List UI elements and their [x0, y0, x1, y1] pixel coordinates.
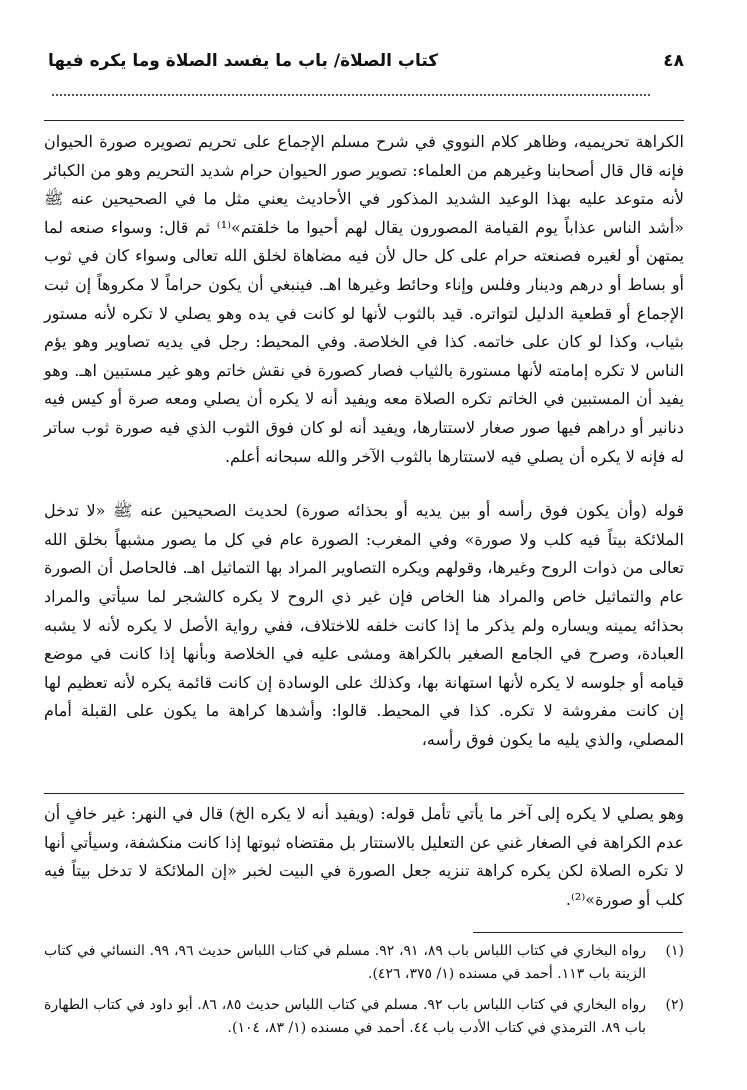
top-separator-line — [44, 120, 684, 121]
footnote-separator — [473, 932, 683, 933]
paragraph-1: الكراهة تحريميه، وظاهر كلام النووي في شرح مسلم الإجماع على تحريم تصويره صورة الحيوان فإنه قال قال أصحابنا وغيرهم من العلماء: تصوير صور الحيوان حرام شديد التحريم وهو من الكبائر لأنه متوعد عليه بهذا الوعيد الشديد المذكور في الأحاديث يعني مثل ما في الصحيحين عنه ﷺ «أشد الناس عذاباً يوم القيامة المصورون يقال لهم أحيوا ما خلقتم»⁽¹⁾ ثم قال: وسواء صنعه لما يمتهن أو لغيره فصنعته حرام على كل حال لأن فيه مضاهاة لخلق الله تعالى وسواء كان في ثوب أو بساط أو درهم ودينار وفلس وإناء وحائط وغيرها اهـ. فينبغي أن يكون حراماً لا مكروهاً إن ثبت الإجماع أو قطعية الدليل لتواتره. قيد بالثوب لأنها لو كانت في يده وهو يصلي لا تكره لأنه مستور بثياب، وكذا لو كان على خاتمه. كذا في الخلاصة. وفي المحيط: رجل في يديه تصاوير وهو يؤم الناس لا تكره إمامته لأنها مستورة بالثياب فصار كصورة في نقش خاتم وهو غير مستبين اهـ. وهو يفيد أن المستبين في الخاتم تكره الصلاة معه ويفيد أنه لا يكره أن يصلي ومعه صرة أو كيس فيه دنانير أو دراهم فيها صور صغار لاستتارها، ويفيد أنه لو كان فوق الثوب الذي فيه صورة ثوب ساتر له فإنه لا يكره أن يصلي فيه لاستتارها بالثوب الآخر والله سبحانه أعلم. — [44, 132, 685, 466]
footnote-text: رواه البخاري في كتاب اللباس باب ٩٢. مسلم في كتاب اللباس حديث ٨٥، ٨٦. أبو داود في كتاب الطهارة باب ٨٩. الترمذي في كتاب الأدب باب ٤٤. أحمد في مسنده (١/ ٨٣، ١٠٤). — [44, 997, 646, 1036]
gloss-separator-line — [44, 793, 684, 794]
footnotes — [44, 940, 684, 1048]
paragraph-2: قوله (وأن يكون فوق رأسه أو بين يديه أو بحذائه صورة) لحديث الصحيحين عنه ﷺ «لا تدخل الملائكة بيتاً فيه كلب ولا صورة» وفي المغرب: الصورة عام في كل ما يصور مشبهاً بخلق الله تعالى من ذوات الروح وغيرها، وقولهم ويكره التصاوير المراد بها التماثيل اهـ. فالحاصل أن الصورة عام والتماثيل خاص والمراد هنا الخاص فإن غير ذي الروح لا يكره كالشجر لما سيأتي والمراد بحذائه يمينه ويساره ولم يذكر ما إذا كانت خلفه للاختلاف، ففي رواية الأصل لا يكره لأنه لا يشبه العبادة، وصرح في الجامع الصغير بالكراهة ومشى عليه في الخلاصة وبأنها إذا كانت في موضع قيامه أو جلوسه لا يكره لأنها استهانة بها، وكذلك على الوسادة إن كانت قائمة يكره لأنه تعظيم لها إن كانت مفروشة لا تكره. كذا في المحيط. قالوا: وأشدها كراهة ما يكون على القبلة أمام المصلي، والذي يليه ما يكون فوق رأسه، — [44, 501, 684, 749]
footnote-number: (٢) — [665, 997, 684, 1013]
gloss-paragraph: وهو يصلي لا يكره إلى آخر ما يأتي تأمل قوله: (ويفيد أنه لا يكره الخ) قال في النهر: غير خافٍ أن عدم الكراهة في الصغار غني عن التعليل بالاستتار بل مقتضاه ثبوتها إذا كانت منكشفة، وسيأتي أنها لا تكره الصلاة لكن يكره كراهة تنزيه جعل الصورة في البيت لخبر «إن الملائكة لا تدخل بيتاً فيه كلب أو صورة»⁽²⁾. — [44, 804, 684, 909]
footnote-number: (١) — [665, 943, 684, 959]
gloss-text — [44, 800, 684, 914]
dotted-separator — [52, 94, 650, 96]
footnote — [44, 940, 684, 986]
page-number: ٤٨ — [663, 51, 684, 71]
footnote — [44, 994, 684, 1040]
footnote-text: رواه البخاري في كتاب اللباس باب ٨٩، ٩١، ٩٢. مسلم في كتاب اللباس حديث ٩٦، ٩٩. النسائي في كتاب الزينة باب ١١٣. أحمد في مسنده (١/ ٣٧٥، ٤٢٦). — [44, 943, 647, 982]
page-header — [48, 44, 684, 78]
running-title: كتاب الصلاة/ باب ما يفسد الصلاة وما يكره فيها — [48, 51, 439, 71]
main-text — [44, 128, 684, 754]
